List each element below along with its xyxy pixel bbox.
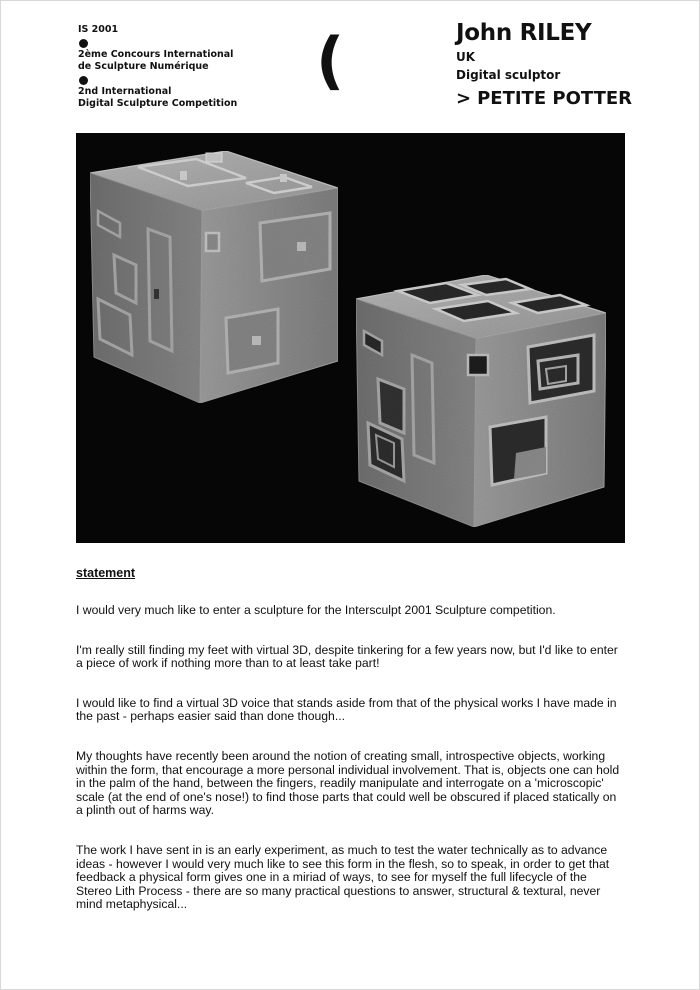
event-code: IS 2001 xyxy=(78,24,119,35)
bullet-dot-icon xyxy=(79,39,88,48)
bullet-dot-icon xyxy=(79,76,88,85)
event-title-french-line2: de Sculpture Numérique xyxy=(78,61,209,72)
statement-paragraph: I'm really still finding my feet with virtual 3D, despite tinkering for a few years now, but I'd like to enter a piece of work if nothing more than to at least take part! xyxy=(76,642,618,671)
sculpture-image xyxy=(76,133,625,543)
cubes-illustration xyxy=(76,133,625,543)
event-title-english-line1: 2nd International xyxy=(78,85,172,97)
statement-paragraph: I would like to find a virtual 3D voice that stands aside from that of the physical works I have made in the past - perhaps easier said than done though... xyxy=(76,695,617,724)
right-cube xyxy=(356,275,606,527)
artist-role: Digital sculptor xyxy=(456,68,561,82)
left-cube xyxy=(90,151,338,403)
parenthesis-ornament: ( xyxy=(316,24,345,97)
artist-country: UK xyxy=(456,50,476,64)
statement-body xyxy=(76,604,624,938)
event-title-english-line2: Digital Sculpture Competition xyxy=(78,98,238,109)
statement-paragraph: I would very much like to enter a sculpture for the Intersculpt 2001 Sculpture competition. xyxy=(76,603,556,617)
event-title-french-line1: 2ème Concours International xyxy=(78,48,234,60)
statement-heading: statement xyxy=(76,566,136,580)
arrow-icon: > xyxy=(456,88,472,109)
statement-paragraph: My thoughts have recently been around the notion of creating small, introspective objects, working within the form, that encourage a more personal individual involvement. That is, objects one can hold in the palm of the hand, between the fingers, readily manipulate and interrogate on a 'microscopic' scale (at the end of one's nose!) to find those parts that could well be obscured if placed statically on a plinth out of harms way. xyxy=(76,748,620,818)
artist-info xyxy=(456,18,632,113)
artwork-title xyxy=(456,85,632,113)
artwork-title-text: PETITE POTTER xyxy=(477,88,633,109)
artist-name: John RILEY xyxy=(456,20,592,46)
event-info xyxy=(78,24,237,111)
statement-paragraph: The work I have sent in is an early experiment, as much to test the water technically as to advance ideas - however I would very much like to see this form in the flesh, so to speak, in order to get that feedback a physical form gives one in a miriad of ways, to see for myself the full lifecycle of the Stereo Lith Process - there are so many practical questions to answer, structural & textural, never mind metaphysical... xyxy=(76,842,610,912)
